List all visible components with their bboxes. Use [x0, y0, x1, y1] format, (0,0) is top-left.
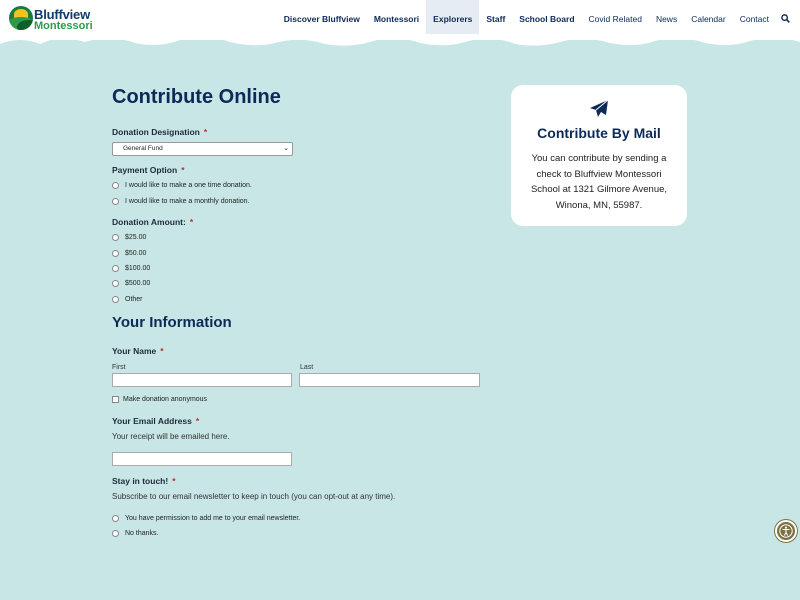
accessibility-icon[interactable]: [775, 520, 797, 542]
nav-staff[interactable]: Staff: [486, 13, 506, 24]
newsletter-permission-option[interactable]: You have permission to add me to your email newsletter.: [112, 515, 300, 522]
radio-button[interactable]: [112, 530, 119, 537]
radio-button[interactable]: [112, 280, 119, 287]
stay-in-touch-label: Stay in touch! *: [112, 476, 176, 486]
anonymous-checkbox-row[interactable]: Make donation anonymous: [112, 396, 207, 403]
radio-button[interactable]: [112, 250, 119, 257]
radio-button[interactable]: [112, 296, 119, 303]
logo-mark-icon: [9, 6, 33, 30]
payment-one-time-option[interactable]: I would like to make a one time donation.: [112, 182, 252, 189]
amount-option-other[interactable]: Other: [112, 296, 143, 303]
radio-button[interactable]: [112, 198, 119, 205]
email-help-text: Your receipt will be emailed here.: [112, 432, 230, 441]
radio-button[interactable]: [112, 182, 119, 189]
nav-covid-related[interactable]: Covid Related: [588, 13, 642, 24]
donation-designation-label: Donation Designation *: [112, 127, 208, 137]
stay-in-touch-help-text: Subscribe to our email newsletter to keep in touch (you can opt-out at any time).: [112, 492, 396, 501]
anonymous-checkbox[interactable]: [112, 396, 119, 403]
page-title: Contribute Online: [112, 86, 281, 108]
last-name-label: Last: [300, 364, 314, 371]
site-logo[interactable]: [9, 6, 99, 32]
email-input[interactable]: [112, 452, 292, 466]
amount-option-25[interactable]: $25.00: [112, 234, 146, 241]
nav-discover-bluffview[interactable]: Discover Bluffview: [283, 13, 360, 24]
chevron-down-icon: ⌄: [283, 145, 289, 152]
payment-monthly-option[interactable]: I would like to make a monthly donation.: [112, 198, 250, 205]
your-information-heading: Your Information: [112, 314, 232, 331]
radio-button[interactable]: [112, 515, 119, 522]
paper-plane-icon: [589, 99, 609, 119]
nav-explorers[interactable]: Explorers: [426, 0, 479, 37]
payment-option-label: Payment Option *: [112, 165, 185, 175]
mail-card-title: Contribute By Mail: [537, 125, 661, 141]
main-nav: [277, 0, 800, 37]
donation-designation-select[interactable]: General Fund ⌄: [112, 142, 293, 156]
last-name-input[interactable]: [299, 373, 480, 387]
first-name-label: First: [112, 364, 126, 371]
cloud-border: [0, 34, 800, 64]
nav-school-board[interactable]: School Board: [519, 13, 575, 24]
search-icon[interactable]: [776, 0, 794, 37]
nav-calendar[interactable]: Calendar: [691, 13, 726, 24]
amount-option-500[interactable]: $500.00: [112, 280, 150, 287]
first-name-input[interactable]: [112, 373, 292, 387]
logo-text-line1: Bluffview: [34, 7, 90, 22]
mail-card-text: You can contribute by sending a check to Bluffview Montessori School at 1321 Gilmore Avenue, Winona, MN, 55987.: [530, 153, 668, 211]
amount-option-100[interactable]: $100.00: [112, 265, 150, 272]
amount-option-50[interactable]: $50.00: [112, 250, 146, 257]
your-name-label: Your Name *: [112, 346, 164, 356]
nav-montessori[interactable]: Montessori: [373, 13, 420, 24]
radio-button[interactable]: [112, 265, 119, 272]
logo-text-line2: Montessori: [34, 20, 93, 32]
donation-amount-label: Donation Amount: *: [112, 217, 194, 227]
radio-button[interactable]: [112, 234, 119, 241]
newsletter-no-thanks-option[interactable]: No thanks.: [112, 530, 158, 537]
nav-news[interactable]: News: [655, 13, 678, 24]
nav-contact[interactable]: Contact: [739, 13, 769, 24]
contribute-by-mail-card: [511, 85, 687, 226]
email-label: Your Email Address *: [112, 416, 200, 426]
